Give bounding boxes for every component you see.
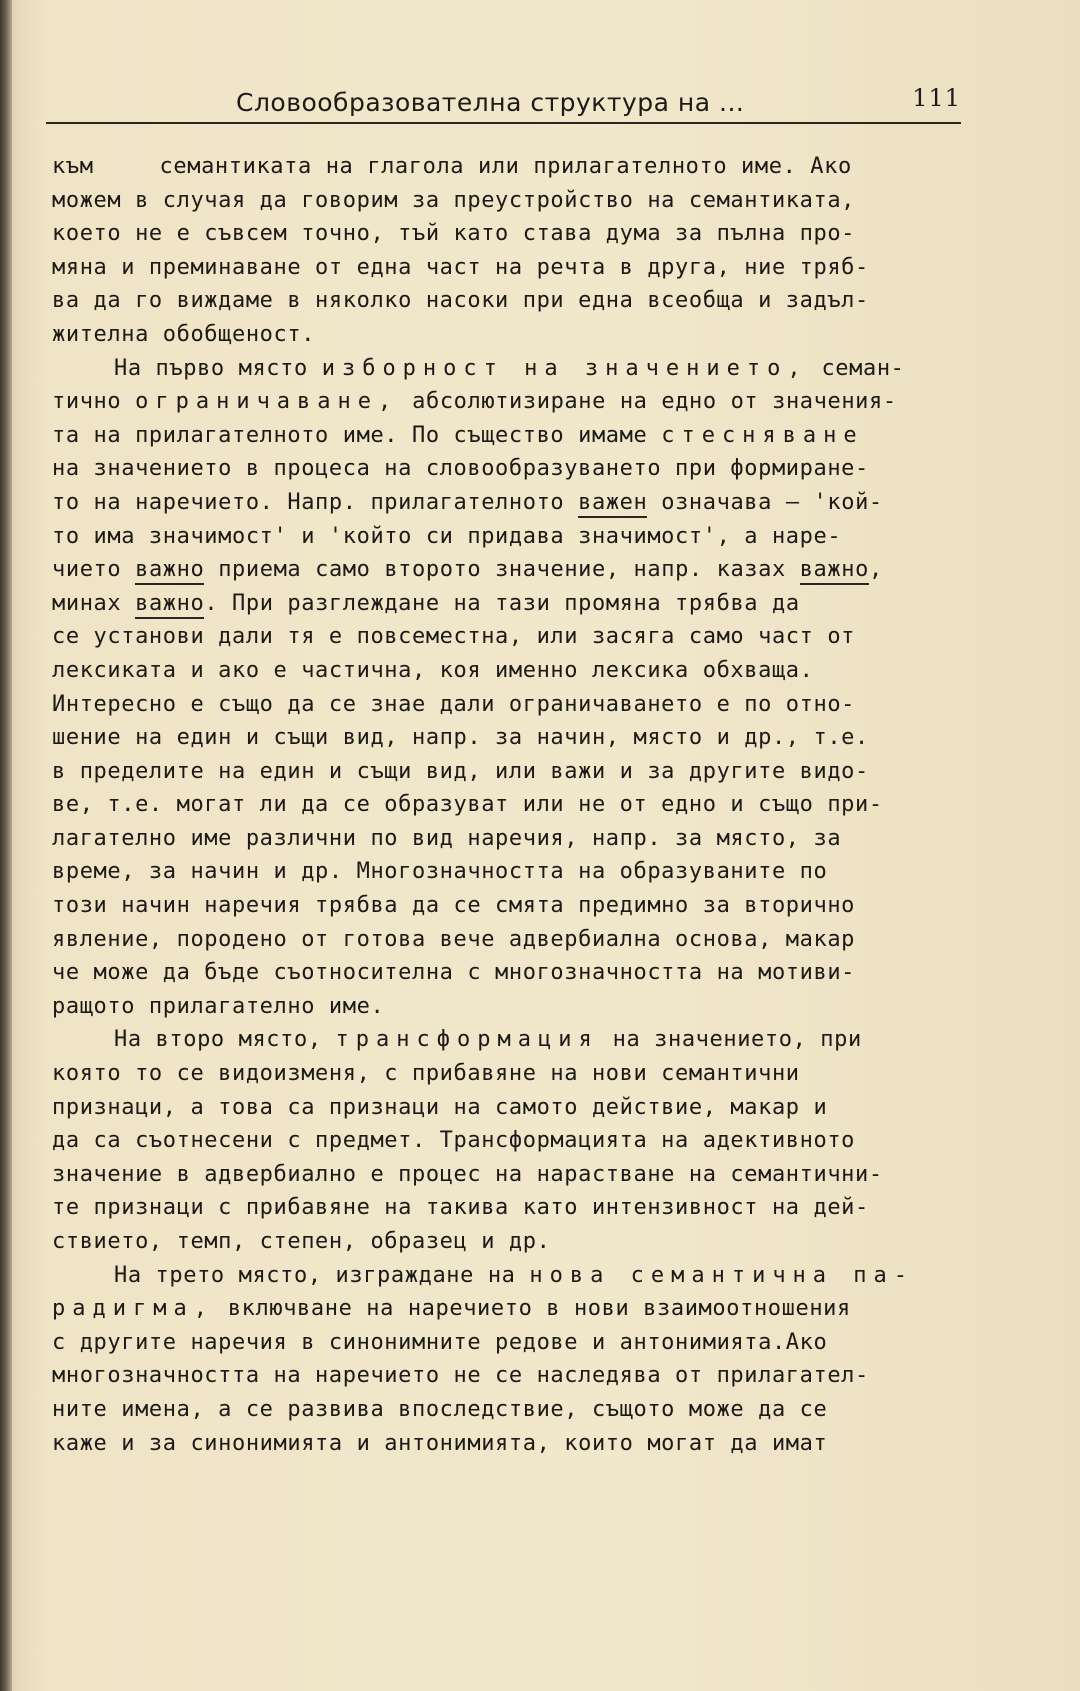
text-line: в пределите на един и същи вид, или важи и за другите видо-	[52, 758, 869, 784]
text-line: признаци, а това са признаци на самото действие, макар и	[52, 1094, 828, 1120]
text-fragment: приема само второто значение, напр. казах	[218, 557, 786, 583]
header-title: Словообразователна структура на ...	[236, 88, 745, 117]
text-line: то има значимост' и 'който си придава значимост', а наре-	[52, 523, 842, 549]
text-line: което не е съвсем точно, тъй като става дума за пълна про-	[52, 221, 856, 247]
text-line: този начин наречия трябва да се смята предимно за вторично	[52, 893, 856, 919]
text-fragment: към	[52, 154, 94, 179]
text-line	[52, 150, 982, 184]
text-line: шение на един и същи вид, напр. за начин, място и др., т.е.	[52, 725, 869, 751]
text-line: значение в адвербиално е процес на нарастване на семантични-	[52, 1161, 883, 1187]
text-line	[52, 385, 982, 419]
text-fragment: семантиката на глагола или прилагателното име. Ако	[159, 154, 852, 179]
page-number: 111	[912, 84, 961, 112]
text-line	[52, 486, 982, 520]
text-line	[52, 587, 982, 621]
text-line: мяна и преминаване от една част на речта в друга, ние тряб-	[52, 254, 869, 280]
underlined-word: важно	[135, 557, 204, 585]
text-line: те признаци с прибавяне на такива като интензивност на дей-	[52, 1195, 869, 1221]
text-line: Интересно е също да се знае дали ограничаването е по отно-	[52, 691, 856, 717]
spaced-term: радигма,	[52, 1296, 214, 1322]
paragraph-first-line	[52, 1023, 982, 1057]
text-fragment: на значението, при	[612, 1027, 862, 1053]
text-fragment: чието	[52, 557, 122, 583]
text-line: време, за начин и др. Многозначността на образуваните по	[52, 859, 828, 885]
text-fragment: минах	[52, 590, 122, 616]
text-line: явление, породено от готова вече адвербиална основа, макар	[52, 926, 856, 952]
text-line: ствието, темп, степен, образец и др.	[52, 1229, 551, 1254]
underlined-word: важно	[135, 591, 204, 619]
spaced-term: трансформация	[335, 1027, 599, 1053]
text-line	[52, 419, 982, 453]
text-fragment: семан-	[821, 355, 905, 381]
spaced-term: ограничаване,	[135, 389, 399, 415]
text-line: можем в случая да говорим за преустройство на семантиката,	[52, 187, 856, 213]
text-fragment: На първо място	[114, 355, 308, 381]
text-line: се установи дали тя е повсеместна, или засяга само част от	[52, 624, 856, 650]
text-fragment: На трето място, изграждане на	[114, 1262, 516, 1288]
text-fragment: то на наречието. Напр. прилагателното	[52, 489, 565, 515]
text-line	[52, 1292, 982, 1326]
text-fragment: та на прилагателното име. По същество имаме	[52, 422, 648, 448]
text-line	[52, 553, 982, 587]
text-line: да са съотнесени с предмет. Трансформацията на адективното	[52, 1128, 856, 1154]
text-line: ращото прилагателно име.	[52, 993, 385, 1019]
text-line: ва да го виждаме в няколко насоки при една всеобща и задъл-	[52, 288, 869, 314]
underlined-word: важен	[578, 490, 647, 518]
underlined-word: важно	[800, 557, 869, 585]
text-line: ве, т.е. могат ли да се образуват или не от едно и също при-	[52, 792, 883, 818]
running-header	[46, 84, 961, 124]
text-fragment: означава – 'кой-	[661, 489, 883, 515]
text-line: каже и за синонимията и антонимията, които могат да имат	[52, 1430, 828, 1456]
text-line: на значението в процеса на словообразуването при формиране-	[52, 456, 869, 482]
text-line: лагателно име различни по вид наречия, напр. за място, за	[52, 825, 842, 851]
text-fragment: . При разглеждане на тази промяна трябва да	[204, 590, 800, 616]
spaced-term: изборност на значението,	[321, 355, 808, 381]
spaced-term: стесняване	[661, 422, 864, 448]
text-line: лексиката и ако е частична, коя именно лексика обхваща.	[52, 657, 814, 683]
text-line: жителна обобщеност.	[52, 321, 316, 347]
text-line: ните имена, а се развива впоследствие, същото може да се	[52, 1396, 828, 1422]
text-fragment: тично	[52, 389, 122, 415]
text-line: многозначността на наречието не се наследява от прилагател-	[52, 1363, 869, 1389]
book-binding-edge	[0, 0, 12, 1691]
text-line: с другите наречия в синонимните редове и антонимията.Ако	[52, 1329, 828, 1355]
text-fragment: На второ място,	[114, 1027, 322, 1053]
text-fragment: ,	[868, 557, 883, 583]
text-line: която то се видоизменя, с прибавяне на нови семантични	[52, 1061, 800, 1087]
text-fragment: включване на наречието в нови взаимоотношения	[227, 1296, 851, 1322]
spaced-term: нова семантична па-	[529, 1262, 915, 1288]
body-text	[52, 150, 982, 1460]
text-line: че може да бъде съотносителна с многозначността на мотиви-	[52, 960, 856, 986]
paragraph-first-line	[52, 1259, 982, 1293]
paragraph-first-line	[52, 352, 982, 386]
text-fragment: абсолютизиране на едно от значения-	[412, 389, 897, 415]
